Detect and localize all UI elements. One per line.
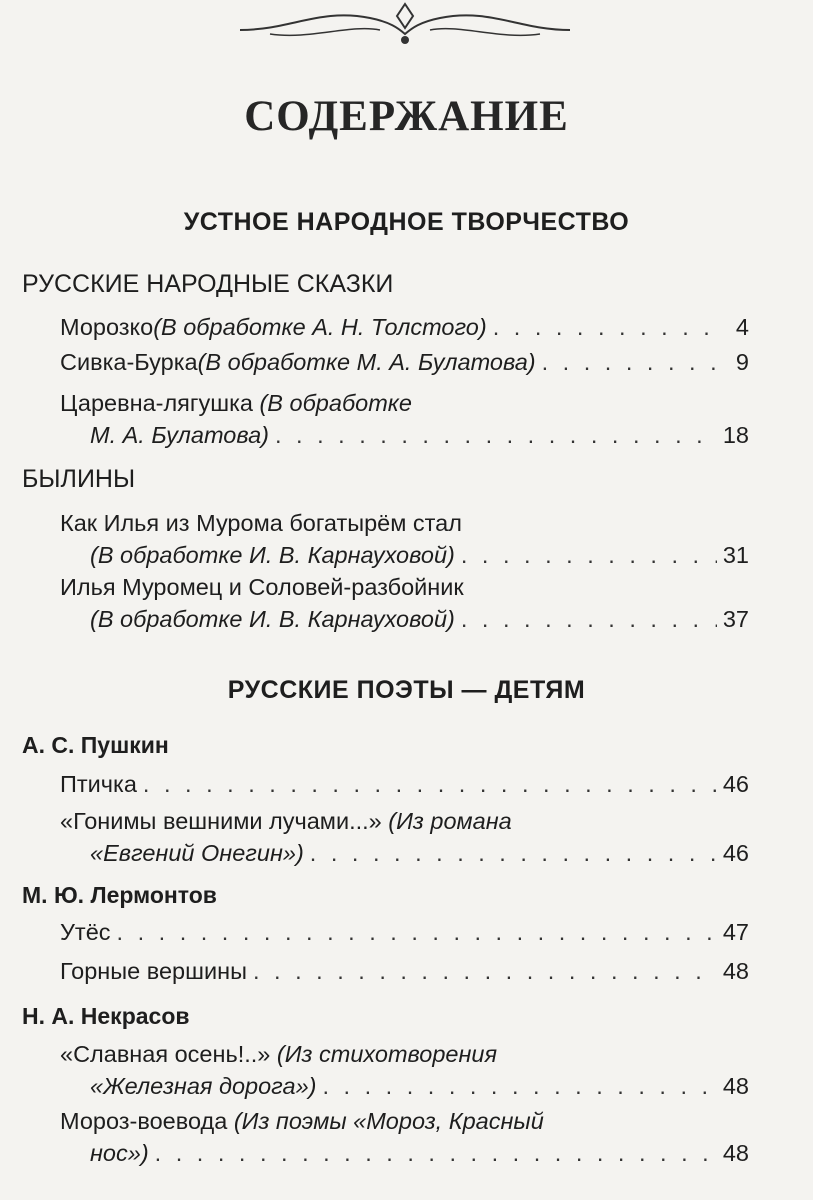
page-title: СОДЕРЖАНИЕ	[244, 93, 569, 140]
page-number: 47	[722, 919, 749, 945]
page-number: 18	[722, 422, 749, 448]
entry-title: Морозко	[60, 314, 154, 340]
page-number: 46	[722, 840, 749, 866]
leader-dots	[253, 955, 717, 987]
entry-title: Илья Муромец и Соловей-разбойник	[60, 574, 464, 600]
entry-note: (В обработке И. В. Карнауховой)	[90, 606, 455, 632]
entry-title: Утёс	[60, 919, 111, 945]
entry-note-line1: (В обработке	[259, 390, 412, 416]
leader-dots	[310, 837, 717, 869]
toc-entry-gornye-vershiny[interactable]	[60, 955, 749, 987]
entry-note: (В обработке А. Н. Толстого)	[153, 314, 487, 340]
page-number: 46	[722, 771, 749, 797]
toc-entry-ptichka[interactable]	[60, 768, 749, 800]
entry-note-line1: (Из стихотворения	[276, 1041, 498, 1067]
entry-title: Как Илья из Мурома богатырём стал	[60, 510, 462, 536]
entry-note-line2: «Евгений Онегин»)	[90, 840, 304, 866]
leader-dots	[155, 1137, 717, 1169]
author-lermontov: М. Ю. Лермонтов	[22, 882, 217, 908]
page-number: 48	[722, 1140, 749, 1166]
leader-dots	[117, 916, 717, 948]
entry-note-line2: М. А. Булатова)	[90, 422, 269, 448]
toc-entry-slavnaya-osen[interactable]	[60, 1038, 749, 1102]
entry-title: «Гонимы вешними лучами...»	[60, 808, 389, 834]
toc-entry-ilya-bogatyr[interactable]	[60, 507, 749, 571]
page-number: 48	[722, 1073, 749, 1099]
author-nekrasov: Н. А. Некрасов	[22, 1003, 190, 1029]
page-number: 37	[722, 606, 749, 632]
entry-title: Горные вершины	[60, 958, 247, 984]
leader-dots	[143, 768, 717, 800]
page-number: 31	[722, 542, 749, 568]
entry-title: Сивка-Бурка	[60, 349, 198, 375]
toc-entry-sivka-burka[interactable]	[60, 346, 749, 378]
entry-title: Птичка	[60, 771, 137, 797]
entry-title: Мороз-воевода	[60, 1108, 234, 1134]
leader-dots	[542, 346, 721, 378]
toc-entry-utes[interactable]	[60, 916, 749, 948]
section-folk: УСТНОЕ НАРОДНОЕ ТВОРЧЕСТВО	[183, 208, 630, 236]
page-number: 4	[735, 314, 749, 340]
leader-dots	[493, 311, 721, 343]
entry-note: (В обработке И. В. Карнауховой)	[90, 542, 455, 568]
toc-entry-ilya-solovey[interactable]	[60, 571, 749, 635]
toc-entry-morozko[interactable]	[60, 311, 749, 343]
page-number: 48	[722, 958, 749, 984]
entry-note-line2: нос»)	[90, 1140, 149, 1166]
entry-note: (В обработке М. А. Булатова)	[197, 349, 536, 375]
entry-note-line1: (Из поэмы «Мороз, Красный	[233, 1108, 544, 1134]
category-tales: РУССКИЕ НАРОДНЫЕ СКАЗКИ	[22, 270, 394, 298]
header-ornament-icon	[230, 0, 580, 48]
entry-note-line2: «Железная дорога»)	[90, 1073, 317, 1099]
toc-entry-tsarevna[interactable]	[60, 387, 749, 451]
leader-dots	[461, 603, 717, 635]
section-poets: РУССКИЕ ПОЭТЫ — ДЕТЯМ	[227, 676, 586, 704]
leader-dots	[461, 539, 717, 571]
toc-entry-moroz-voevoda[interactable]	[60, 1105, 749, 1169]
author-pushkin: А. С. Пушкин	[22, 732, 169, 758]
entry-title: «Славная осень!..»	[60, 1041, 277, 1067]
toc-entry-gonimy[interactable]	[60, 805, 749, 869]
page-number: 9	[735, 349, 749, 375]
entry-note-line1: (Из романа	[388, 808, 512, 834]
leader-dots	[275, 419, 717, 451]
entry-title: Царевна-лягушка	[60, 390, 260, 416]
category-byliny: БЫЛИНЫ	[22, 465, 136, 493]
leader-dots	[322, 1070, 716, 1102]
